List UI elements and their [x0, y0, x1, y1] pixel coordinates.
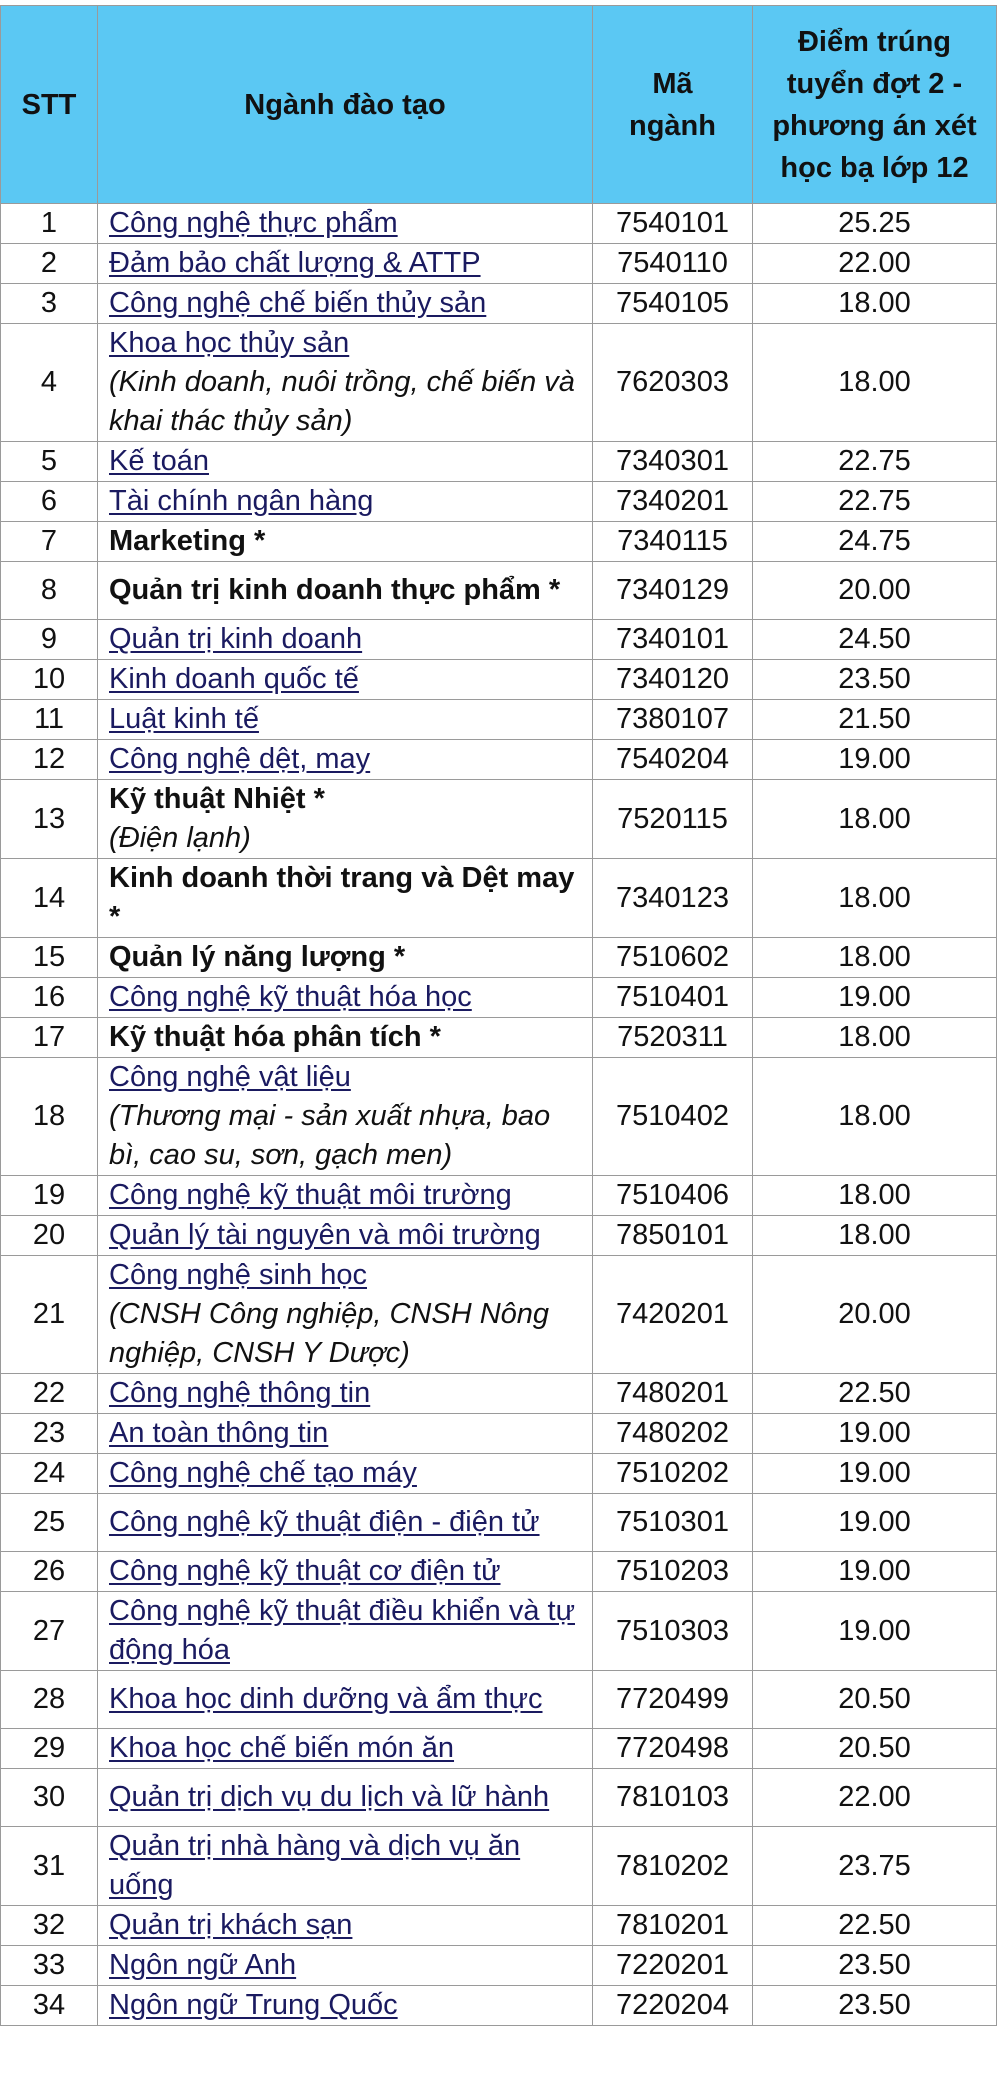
row-program	[98, 522, 593, 562]
row-score: 18.00	[753, 938, 997, 978]
table-row	[1, 1592, 997, 1671]
row-code: 7540105	[593, 284, 753, 324]
row-score: 18.00	[753, 1018, 997, 1058]
program-link[interactable]: Công nghệ thực phẩm	[109, 207, 398, 239]
row-code: 7340301	[593, 442, 753, 482]
row-stt: 20	[1, 1216, 98, 1256]
row-program	[98, 660, 593, 700]
row-code: 7510401	[593, 978, 753, 1018]
program-link[interactable]: Quản trị kinh doanh	[109, 623, 363, 655]
row-stt: 31	[1, 1827, 98, 1906]
program-link[interactable]: Công nghệ dệt, may	[109, 743, 371, 775]
row-code: 7540101	[593, 204, 753, 244]
row-score: 20.50	[753, 1671, 997, 1729]
row-stt: 27	[1, 1592, 98, 1671]
row-stt: 28	[1, 1671, 98, 1729]
row-program	[98, 620, 593, 660]
table-row	[1, 620, 997, 660]
row-score: 21.50	[753, 700, 997, 740]
program-name: Kỹ thuật hóa phân tích *	[109, 1021, 441, 1053]
program-link[interactable]: Đảm bảo chất lượng & ATTP	[109, 247, 481, 279]
row-stt: 5	[1, 442, 98, 482]
row-stt: 15	[1, 938, 98, 978]
row-stt: 34	[1, 1986, 98, 2026]
row-code: 7510202	[593, 1454, 753, 1494]
program-link[interactable]: Công nghệ vật liệu	[109, 1061, 351, 1093]
row-program	[98, 1018, 593, 1058]
row-stt: 2	[1, 244, 98, 284]
row-stt: 6	[1, 482, 98, 522]
table-row	[1, 660, 997, 700]
row-stt: 18	[1, 1058, 98, 1176]
table-row	[1, 1986, 997, 2026]
row-program	[98, 244, 593, 284]
table-row	[1, 522, 997, 562]
row-score: 25.25	[753, 204, 997, 244]
row-score: 18.00	[753, 1216, 997, 1256]
row-score: 19.00	[753, 978, 997, 1018]
row-program	[98, 1552, 593, 1592]
row-program	[98, 1454, 593, 1494]
program-link[interactable]: Khoa học thủy sản	[109, 327, 350, 359]
row-program	[98, 1729, 593, 1769]
table-row	[1, 1454, 997, 1494]
program-name: Quản lý năng lượng *	[109, 941, 406, 973]
program-note: (Điện lạnh)	[109, 822, 251, 854]
row-score: 18.00	[753, 324, 997, 442]
row-program	[98, 1986, 593, 2026]
program-note: (Thương mại - sản xuất nhựa, bao bì, cao su, sơn, gạch men)	[109, 1100, 551, 1171]
program-link[interactable]: Công nghệ chế tạo máy	[109, 1457, 417, 1489]
table-row	[1, 324, 997, 442]
program-link[interactable]: Công nghệ kỹ thuật điều khiển và tự động hóa	[109, 1595, 575, 1666]
row-score: 19.00	[753, 1414, 997, 1454]
row-program	[98, 1374, 593, 1414]
program-link[interactable]: Khoa học chế biến món ăn	[109, 1732, 455, 1764]
row-program	[98, 1906, 593, 1946]
row-stt: 12	[1, 740, 98, 780]
row-code: 7480202	[593, 1414, 753, 1454]
program-link[interactable]: Quản lý tài nguyên và môi trường	[109, 1219, 541, 1251]
table-row	[1, 1494, 997, 1552]
row-program	[98, 1216, 593, 1256]
row-score: 19.00	[753, 740, 997, 780]
row-score: 24.75	[753, 522, 997, 562]
table-row	[1, 1946, 997, 1986]
row-score: 19.00	[753, 1592, 997, 1671]
row-stt: 17	[1, 1018, 98, 1058]
table-row	[1, 1552, 997, 1592]
row-score: 22.50	[753, 1374, 997, 1414]
table-row	[1, 938, 997, 978]
table-row	[1, 1414, 997, 1454]
table-row	[1, 859, 997, 938]
row-score: 24.50	[753, 620, 997, 660]
row-code: 7510406	[593, 1176, 753, 1216]
table-row	[1, 1374, 997, 1414]
row-stt: 10	[1, 660, 98, 700]
table-header-row	[1, 6, 997, 204]
row-program	[98, 1671, 593, 1729]
program-name: Quản trị kinh doanh thực phẩm *	[109, 574, 561, 606]
row-program	[98, 740, 593, 780]
row-score: 22.00	[753, 244, 997, 284]
table-row	[1, 1216, 997, 1256]
row-score: 22.75	[753, 482, 997, 522]
row-program	[98, 442, 593, 482]
row-code: 7810103	[593, 1769, 753, 1827]
row-program	[98, 1769, 593, 1827]
row-code: 7510203	[593, 1552, 753, 1592]
program-link[interactable]: Ngôn ngữ Trung Quốc	[109, 1989, 398, 2021]
table-row	[1, 740, 997, 780]
header-code: Mã ngành	[593, 6, 753, 204]
row-score: 23.50	[753, 1946, 997, 1986]
row-stt: 21	[1, 1256, 98, 1374]
program-link[interactable]: Quản trị nhà hàng và dịch vụ ăn uống	[109, 1830, 521, 1901]
row-code: 7220204	[593, 1986, 753, 2026]
row-program	[98, 859, 593, 938]
row-program	[98, 1494, 593, 1552]
row-score: 19.00	[753, 1454, 997, 1494]
program-link[interactable]: Khoa học dinh dưỡng và ẩm thực	[109, 1683, 543, 1715]
table-row	[1, 700, 997, 740]
row-code: 7340201	[593, 482, 753, 522]
row-code: 7720498	[593, 1729, 753, 1769]
row-code: 7420201	[593, 1256, 753, 1374]
row-stt: 4	[1, 324, 98, 442]
table-row	[1, 562, 997, 620]
row-code: 7340120	[593, 660, 753, 700]
table-row	[1, 1256, 997, 1374]
row-code: 7720499	[593, 1671, 753, 1729]
row-stt: 23	[1, 1414, 98, 1454]
row-stt: 24	[1, 1454, 98, 1494]
row-stt: 25	[1, 1494, 98, 1552]
row-code: 7340123	[593, 859, 753, 938]
table-row	[1, 1058, 997, 1176]
row-stt: 8	[1, 562, 98, 620]
program-link[interactable]: Công nghệ kỹ thuật cơ điện tử	[109, 1555, 501, 1587]
row-program	[98, 1592, 593, 1671]
row-stt: 29	[1, 1729, 98, 1769]
row-program	[98, 204, 593, 244]
program-name: Kinh doanh thời trang và Dệt may *	[109, 862, 575, 933]
program-link[interactable]: Luật kinh tế	[109, 703, 259, 735]
program-link[interactable]: Quản trị dịch vụ du lịch và lữ hành	[109, 1781, 550, 1813]
row-program	[98, 978, 593, 1018]
row-program	[98, 1058, 593, 1176]
row-program	[98, 1256, 593, 1374]
row-score: 18.00	[753, 1176, 997, 1216]
table-row	[1, 1018, 997, 1058]
table-row	[1, 978, 997, 1018]
program-link[interactable]: Công nghệ kỹ thuật môi trường	[109, 1179, 512, 1211]
table-row	[1, 1827, 997, 1906]
row-code: 7810202	[593, 1827, 753, 1906]
program-link[interactable]: Công nghệ kỹ thuật hóa học	[109, 981, 472, 1013]
row-score: 20.00	[753, 1256, 997, 1374]
program-link[interactable]: Ngôn ngữ Anh	[109, 1949, 297, 1981]
table-row	[1, 204, 997, 244]
row-program	[98, 482, 593, 522]
row-program	[98, 1414, 593, 1454]
table-row	[1, 244, 997, 284]
program-link[interactable]: Quản trị khách sạn	[109, 1909, 353, 1941]
row-score: 19.00	[753, 1552, 997, 1592]
row-stt: 13	[1, 780, 98, 859]
row-stt: 1	[1, 204, 98, 244]
row-code: 7520311	[593, 1018, 753, 1058]
header-score: Điểm trúng tuyển đợt 2 - phương án xét học bạ lớp 12	[753, 6, 997, 204]
row-stt: 9	[1, 620, 98, 660]
row-code: 7510402	[593, 1058, 753, 1176]
table-row	[1, 1176, 997, 1216]
row-code: 7620303	[593, 324, 753, 442]
row-stt: 11	[1, 700, 98, 740]
table-row	[1, 1671, 997, 1729]
row-score: 19.00	[753, 1494, 997, 1552]
row-code: 7540204	[593, 740, 753, 780]
row-stt: 32	[1, 1906, 98, 1946]
program-note: (CNSH Công nghiệp, CNSH Nông nghiệp, CNSH Y Dược)	[109, 1298, 550, 1369]
table-row	[1, 284, 997, 324]
row-program	[98, 324, 593, 442]
row-code: 7510301	[593, 1494, 753, 1552]
row-program	[98, 1176, 593, 1216]
row-code: 7380107	[593, 700, 753, 740]
table-row	[1, 1769, 997, 1827]
program-name: Kỹ thuật Nhiệt *	[109, 783, 325, 815]
row-code: 7510602	[593, 938, 753, 978]
table-row	[1, 780, 997, 859]
row-stt: 22	[1, 1374, 98, 1414]
row-stt: 3	[1, 284, 98, 324]
program-name: Marketing *	[109, 525, 266, 557]
row-program	[98, 562, 593, 620]
program-note: (Kinh doanh, nuôi trồng, chế biến và khai thác thủy sản)	[109, 366, 575, 437]
table-row	[1, 482, 997, 522]
row-code: 7480201	[593, 1374, 753, 1414]
row-score: 22.00	[753, 1769, 997, 1827]
row-score: 22.50	[753, 1906, 997, 1946]
program-link[interactable]: Công nghệ sinh học	[109, 1259, 367, 1291]
header-stt: STT	[1, 6, 98, 204]
admission-score-table	[0, 5, 997, 2026]
row-code: 7540110	[593, 244, 753, 284]
row-score: 18.00	[753, 284, 997, 324]
row-program	[98, 1827, 593, 1906]
row-score: 22.75	[753, 442, 997, 482]
row-stt: 14	[1, 859, 98, 938]
row-score: 18.00	[753, 780, 997, 859]
row-program	[98, 938, 593, 978]
row-stt: 16	[1, 978, 98, 1018]
row-stt: 19	[1, 1176, 98, 1216]
row-code: 7520115	[593, 780, 753, 859]
row-code: 7810201	[593, 1906, 753, 1946]
table-row	[1, 442, 997, 482]
row-stt: 26	[1, 1552, 98, 1592]
program-link[interactable]: An toàn thông tin	[109, 1417, 329, 1449]
table-row	[1, 1906, 997, 1946]
row-stt: 7	[1, 522, 98, 562]
row-code: 7340129	[593, 562, 753, 620]
row-code: 7340101	[593, 620, 753, 660]
row-program	[98, 1946, 593, 1986]
program-link[interactable]: Công nghệ chế biến thủy sản	[109, 287, 487, 319]
row-score: 23.75	[753, 1827, 997, 1906]
program-link[interactable]: Kinh doanh quốc tế	[109, 663, 359, 695]
program-link[interactable]: Công nghệ thông tin	[109, 1377, 371, 1409]
row-score: 20.00	[753, 562, 997, 620]
row-program	[98, 284, 593, 324]
program-link[interactable]: Kế toán	[109, 445, 209, 477]
row-program	[98, 700, 593, 740]
row-code: 7850101	[593, 1216, 753, 1256]
row-code: 7510303	[593, 1592, 753, 1671]
row-code: 7220201	[593, 1946, 753, 1986]
row-score: 23.50	[753, 660, 997, 700]
row-score: 20.50	[753, 1729, 997, 1769]
row-stt: 33	[1, 1946, 98, 1986]
row-stt: 30	[1, 1769, 98, 1827]
row-code: 7340115	[593, 522, 753, 562]
row-score: 18.00	[753, 1058, 997, 1176]
row-program	[98, 780, 593, 859]
program-link[interactable]: Tài chính ngân hàng	[109, 485, 374, 517]
table-row	[1, 1729, 997, 1769]
row-score: 23.50	[753, 1986, 997, 2026]
program-link[interactable]: Công nghệ kỹ thuật điện - điện tử	[109, 1506, 540, 1538]
header-program: Ngành đào tạo	[98, 6, 593, 204]
row-score: 18.00	[753, 859, 997, 938]
